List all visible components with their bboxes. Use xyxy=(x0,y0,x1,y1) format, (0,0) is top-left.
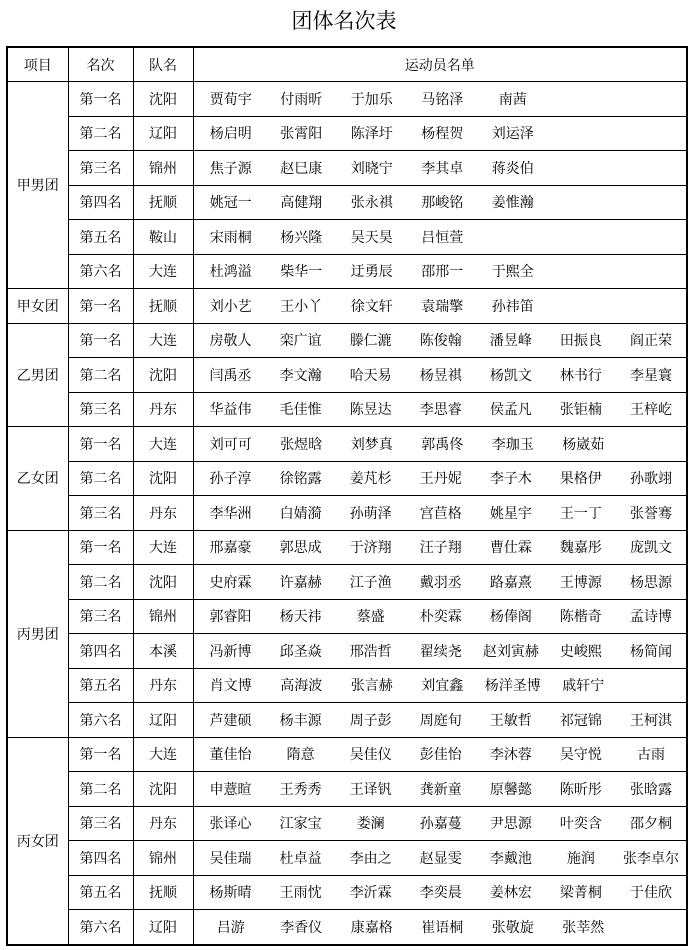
athlete-list-cell xyxy=(193,82,687,117)
table-row xyxy=(7,875,687,910)
athlete-name: 刘梦真 xyxy=(350,436,393,453)
table-row xyxy=(7,634,687,669)
athlete-name: 戚轩宁 xyxy=(562,678,605,695)
group-name: 乙男团 xyxy=(7,323,68,427)
athlete-list-cell xyxy=(193,910,687,945)
table-row xyxy=(7,289,687,324)
athlete-name: 杨斯晴 xyxy=(209,885,252,902)
athlete-name: 杨程贺 xyxy=(421,126,464,143)
team-cell: 辽阳 xyxy=(133,703,193,738)
athlete-name: 吴天昊 xyxy=(350,229,393,246)
athlete-name: 张译心 xyxy=(209,816,252,833)
athlete-name: 邱圣焱 xyxy=(279,643,322,660)
athlete-name: 刘小艺 xyxy=(209,298,252,315)
athlete-name: 赵刘寅赫 xyxy=(482,643,539,660)
athlete-name: 赵巳康 xyxy=(280,160,323,177)
rank-cell: 第二名 xyxy=(68,358,133,393)
athlete-name: 申薏暄 xyxy=(209,781,252,798)
athlete-list xyxy=(194,738,687,772)
athlete-name: 焦子源 xyxy=(209,160,252,177)
athlete-name: 王梓屹 xyxy=(630,402,672,419)
group-name: 乙女团 xyxy=(7,427,68,531)
athlete-name: 杨凯文 xyxy=(489,367,532,384)
athlete-name: 阎正荣 xyxy=(630,333,672,350)
athlete-name: 肖文博 xyxy=(209,678,252,695)
table-row xyxy=(7,737,687,772)
table-row xyxy=(7,358,687,393)
athlete-list-cell xyxy=(193,392,687,427)
athlete-list-cell xyxy=(193,185,687,220)
team-cell: 沈阳 xyxy=(133,82,193,117)
athlete-name: 古雨 xyxy=(637,747,665,764)
athlete-name: 田振良 xyxy=(559,333,602,350)
rank-cell: 第六名 xyxy=(68,910,133,945)
rank-cell: 第三名 xyxy=(68,806,133,841)
team-cell: 丹东 xyxy=(133,496,193,531)
table-row xyxy=(7,427,687,462)
athlete-name: 冯新博 xyxy=(209,643,252,660)
table-row xyxy=(7,599,687,634)
rank-cell: 第五名 xyxy=(68,668,133,703)
team-cell: 大连 xyxy=(133,737,193,772)
athlete-name: 邵夕桐 xyxy=(630,816,672,833)
rank-cell: 第三名 xyxy=(68,496,133,531)
athlete-name: 于熙全 xyxy=(491,264,534,281)
athlete-name: 孙子淳 xyxy=(209,471,252,488)
athlete-list xyxy=(194,427,687,461)
team-cell: 锦州 xyxy=(133,599,193,634)
athlete-name: 吕游 xyxy=(216,919,245,936)
rank-cell: 第三名 xyxy=(68,599,133,634)
athlete-name: 贾荀宇 xyxy=(209,91,252,108)
athlete-name: 孟诗博 xyxy=(630,609,672,626)
athlete-name: 徐铭露 xyxy=(279,471,322,488)
athlete-list-cell xyxy=(193,289,687,324)
athlete-name: 孙祎笛 xyxy=(491,298,534,315)
header-rank: 名次 xyxy=(68,47,133,82)
group-name: 甲女团 xyxy=(7,289,68,324)
athlete-name: 施润 xyxy=(566,850,595,867)
athlete-name: 滕仁漉 xyxy=(349,333,392,350)
athlete-name: 吴佳仪 xyxy=(349,747,392,764)
table-row xyxy=(7,703,687,738)
rank-cell: 第三名 xyxy=(68,392,133,427)
athlete-name: 周庭旬 xyxy=(419,712,462,729)
athlete-name: 邢嘉豪 xyxy=(209,540,252,557)
athlete-list-cell xyxy=(193,737,687,772)
athlete-name: 陈昱达 xyxy=(349,402,392,419)
athlete-name: 娄澜 xyxy=(356,816,385,833)
athlete-name: 邵邢一 xyxy=(421,264,464,281)
athlete-name: 康嘉格 xyxy=(350,919,393,936)
athlete-name: 杨天祎 xyxy=(279,609,322,626)
athlete-name: 华益伟 xyxy=(209,402,252,419)
rank-cell: 第四名 xyxy=(68,841,133,876)
athlete-list xyxy=(194,876,687,910)
rank-cell: 第二名 xyxy=(68,116,133,151)
athlete-name: 杨启明 xyxy=(209,126,252,143)
team-cell: 抚顺 xyxy=(133,289,193,324)
athlete-name: 梁菁桐 xyxy=(559,885,602,902)
athlete-name: 陈昕彤 xyxy=(559,781,602,798)
athlete-name: 南茜 xyxy=(498,91,527,108)
table-row xyxy=(7,82,687,117)
team-cell: 辽阳 xyxy=(133,910,193,945)
athlete-list xyxy=(194,186,687,220)
athlete-list-cell xyxy=(193,116,687,151)
athlete-name: 张煜晗 xyxy=(280,436,323,453)
athlete-name: 李华洲 xyxy=(209,505,252,522)
athlete-list-cell xyxy=(193,772,687,807)
team-cell: 辽阳 xyxy=(133,116,193,151)
athlete-name: 张莘然 xyxy=(562,919,605,936)
athlete-name: 李由之 xyxy=(349,850,392,867)
athlete-list xyxy=(194,807,687,841)
athlete-list xyxy=(194,358,687,392)
athlete-list xyxy=(194,634,687,668)
athlete-name: 姜林宏 xyxy=(489,885,532,902)
athlete-name: 王一丁 xyxy=(559,505,602,522)
athlete-name: 周子彭 xyxy=(349,712,392,729)
table-row xyxy=(7,151,687,186)
athlete-name: 曹仕霖 xyxy=(489,540,532,557)
athlete-list xyxy=(194,565,687,599)
team-cell: 抚顺 xyxy=(133,875,193,910)
rank-cell: 第一名 xyxy=(68,323,133,358)
athlete-name: 王秀秀 xyxy=(279,781,322,798)
athlete-name: 杜卓益 xyxy=(279,850,322,867)
table-row xyxy=(7,806,687,841)
table-row xyxy=(7,910,687,945)
athlete-list xyxy=(194,393,687,427)
athlete-name: 侯孟凡 xyxy=(489,402,532,419)
table-row xyxy=(7,530,687,565)
athlete-name: 叶奕含 xyxy=(559,816,602,833)
athlete-name: 张晗露 xyxy=(630,781,672,798)
team-cell: 沈阳 xyxy=(133,772,193,807)
rank-cell: 第四名 xyxy=(68,634,133,669)
athlete-name: 吴守悦 xyxy=(559,747,602,764)
header-roster: 运动员名单 xyxy=(193,47,687,82)
group-name: 丙女团 xyxy=(7,737,68,945)
rank-cell: 第五名 xyxy=(68,875,133,910)
athlete-name: 潘昱峰 xyxy=(489,333,532,350)
athlete-name: 杨简闻 xyxy=(630,643,672,660)
athlete-name: 王柯淇 xyxy=(630,712,672,729)
athlete-list xyxy=(194,82,687,116)
athlete-name: 史峻熙 xyxy=(559,643,602,660)
athlete-name: 吴佳瑞 xyxy=(209,850,252,867)
athlete-name: 郭思成 xyxy=(279,540,322,557)
team-cell: 大连 xyxy=(133,323,193,358)
athlete-name: 江子渔 xyxy=(349,574,392,591)
rank-cell: 第二名 xyxy=(68,461,133,496)
athlete-name: 李珈玉 xyxy=(491,436,534,453)
team-cell: 丹东 xyxy=(133,392,193,427)
athlete-list-cell xyxy=(193,427,687,462)
team-cell: 大连 xyxy=(133,530,193,565)
athlete-name: 董佳怡 xyxy=(209,747,252,764)
table-row xyxy=(7,496,687,531)
athlete-list-cell xyxy=(193,806,687,841)
team-cell: 沈阳 xyxy=(133,358,193,393)
athlete-name: 龚新童 xyxy=(419,781,462,798)
rank-cell: 第五名 xyxy=(68,220,133,255)
athlete-name: 魏嘉彤 xyxy=(559,540,602,557)
rank-cell: 第一名 xyxy=(68,427,133,462)
athlete-name: 赵显雯 xyxy=(419,850,462,867)
athlete-name: 张言赫 xyxy=(350,678,393,695)
athlete-name: 姜惟瀚 xyxy=(491,195,534,212)
athlete-list xyxy=(194,255,687,289)
athlete-list xyxy=(194,220,687,254)
page-title: 团体名次表 xyxy=(291,9,397,33)
rank-cell: 第六名 xyxy=(68,254,133,289)
athlete-name: 高海波 xyxy=(280,678,323,695)
athlete-name: 朴奕霖 xyxy=(419,609,462,626)
athlete-name: 孙萌泽 xyxy=(349,505,392,522)
athlete-name: 王丹妮 xyxy=(419,471,462,488)
athlete-list-cell xyxy=(193,220,687,255)
rank-cell: 第一名 xyxy=(68,530,133,565)
athlete-list-cell xyxy=(193,254,687,289)
athlete-name: 毛佳惟 xyxy=(279,402,322,419)
athlete-name: 付雨昕 xyxy=(280,91,323,108)
rank-cell: 第二名 xyxy=(68,772,133,807)
rank-cell: 第一名 xyxy=(68,289,133,324)
team-cell: 沈阳 xyxy=(133,565,193,600)
athlete-name: 马铭泽 xyxy=(421,91,464,108)
athlete-name: 王敏哲 xyxy=(489,712,532,729)
athlete-name: 江家宝 xyxy=(279,816,322,833)
athlete-name: 高健翔 xyxy=(280,195,323,212)
table-row xyxy=(7,185,687,220)
athlete-name: 白婧漪 xyxy=(279,505,322,522)
athlete-list-cell xyxy=(193,358,687,393)
header-group: 项目 xyxy=(7,47,68,82)
athlete-name: 姜芃杉 xyxy=(349,471,392,488)
athlete-name: 李思睿 xyxy=(419,402,462,419)
athlete-list-cell xyxy=(193,875,687,910)
athlete-list xyxy=(194,841,687,875)
athlete-name: 杨俸阁 xyxy=(489,609,532,626)
athlete-name: 李沐蓉 xyxy=(489,747,532,764)
athlete-name: 张霄阳 xyxy=(280,126,323,143)
athlete-name: 王雨忱 xyxy=(279,885,322,902)
athlete-name: 栾广谊 xyxy=(279,333,322,350)
athlete-list xyxy=(194,703,687,737)
athlete-name: 于济翔 xyxy=(349,540,392,557)
athlete-name: 王小丫 xyxy=(280,298,323,315)
table-row xyxy=(7,254,687,289)
athlete-list-cell xyxy=(193,496,687,531)
header-team: 队名 xyxy=(133,47,193,82)
athlete-name: 路嘉熹 xyxy=(489,574,532,591)
athlete-name: 吕恒萱 xyxy=(421,229,464,246)
athlete-name: 于加乐 xyxy=(350,91,393,108)
header-row xyxy=(7,47,687,82)
team-cell: 大连 xyxy=(133,254,193,289)
table-row xyxy=(7,461,687,496)
athlete-name: 李奕晨 xyxy=(419,885,462,902)
rank-cell: 第三名 xyxy=(68,151,133,186)
athlete-name: 原馨懿 xyxy=(489,781,532,798)
team-ranking-table xyxy=(6,46,688,946)
athlete-list xyxy=(194,600,687,634)
athlete-name: 杨崴茹 xyxy=(562,436,605,453)
rank-cell: 第一名 xyxy=(68,82,133,117)
table-row xyxy=(7,392,687,427)
athlete-name: 杨昱祺 xyxy=(419,367,462,384)
team-cell: 本溪 xyxy=(133,634,193,669)
athlete-name: 徐文轩 xyxy=(350,298,393,315)
athlete-name: 郭睿阳 xyxy=(209,609,252,626)
team-cell: 沈阳 xyxy=(133,461,193,496)
athlete-name: 杜鸿溢 xyxy=(209,264,252,281)
athlete-name: 宫苣格 xyxy=(419,505,462,522)
athlete-list-cell xyxy=(193,461,687,496)
team-cell: 锦州 xyxy=(133,151,193,186)
athlete-name: 李戴池 xyxy=(489,850,532,867)
athlete-name: 姚星宇 xyxy=(489,505,532,522)
team-cell: 丹东 xyxy=(133,668,193,703)
athlete-name: 孙歌翊 xyxy=(630,471,672,488)
athlete-list-cell xyxy=(193,703,687,738)
athlete-list-cell xyxy=(193,151,687,186)
athlete-name: 哈天易 xyxy=(349,367,392,384)
athlete-name: 房敬人 xyxy=(209,333,252,350)
table-row xyxy=(7,220,687,255)
athlete-name: 陈泽圩 xyxy=(350,126,393,143)
athlete-name: 李文瀚 xyxy=(279,367,322,384)
athlete-list xyxy=(194,462,687,496)
athlete-name: 刘运泽 xyxy=(491,126,534,143)
athlete-name: 李沂霖 xyxy=(349,885,392,902)
athlete-name: 尹思源 xyxy=(489,816,532,833)
athlete-name: 戴羽丞 xyxy=(419,574,462,591)
table-row xyxy=(7,841,687,876)
athlete-name: 张敬旋 xyxy=(491,919,534,936)
athlete-name: 张永祺 xyxy=(350,195,393,212)
athlete-name: 宋雨桐 xyxy=(209,229,252,246)
athlete-name: 刘晓宁 xyxy=(350,160,393,177)
athlete-list-cell xyxy=(193,323,687,358)
team-cell: 大连 xyxy=(133,427,193,462)
athlete-name: 彭佳怡 xyxy=(419,747,462,764)
athlete-name: 李香仪 xyxy=(280,919,323,936)
athlete-name: 杨兴隆 xyxy=(280,229,323,246)
athlete-name: 许嘉赫 xyxy=(279,574,322,591)
table-row xyxy=(7,565,687,600)
rank-cell: 第六名 xyxy=(68,703,133,738)
athlete-name: 王博源 xyxy=(559,574,602,591)
athlete-name: 杨思源 xyxy=(630,574,672,591)
table-row xyxy=(7,772,687,807)
rank-cell: 第二名 xyxy=(68,565,133,600)
athlete-list-cell xyxy=(193,841,687,876)
athlete-name: 李星寰 xyxy=(630,367,672,384)
athlete-name: 杨丰源 xyxy=(279,712,322,729)
athlete-name: 李子木 xyxy=(489,471,532,488)
table-row xyxy=(7,668,687,703)
athlete-list xyxy=(194,324,687,358)
athlete-list-cell xyxy=(193,530,687,565)
athlete-name: 杨洋圣博 xyxy=(484,678,541,695)
athlete-list xyxy=(194,531,687,565)
athlete-list xyxy=(194,117,687,151)
athlete-name: 崔语桐 xyxy=(421,919,464,936)
athlete-list-cell xyxy=(193,668,687,703)
athlete-name: 张誉骞 xyxy=(630,505,672,522)
athlete-name: 柴华一 xyxy=(280,264,323,281)
rank-cell: 第四名 xyxy=(68,185,133,220)
athlete-name: 隋意 xyxy=(286,747,315,764)
group-name: 甲男团 xyxy=(7,82,68,289)
athlete-name: 李其卓 xyxy=(421,160,464,177)
athlete-name: 庞凯文 xyxy=(630,540,672,557)
athlete-name: 那峻铭 xyxy=(421,195,464,212)
athlete-name: 孙嘉蔓 xyxy=(419,816,462,833)
team-cell: 锦州 xyxy=(133,841,193,876)
table-row xyxy=(7,116,687,151)
athlete-list-cell xyxy=(193,599,687,634)
athlete-name: 芦建硕 xyxy=(209,712,252,729)
table-row xyxy=(7,323,687,358)
athlete-list xyxy=(194,669,687,703)
team-cell: 丹东 xyxy=(133,806,193,841)
team-cell: 抚顺 xyxy=(133,185,193,220)
athlete-name: 史府霖 xyxy=(209,574,252,591)
athlete-name: 迂勇辰 xyxy=(350,264,393,281)
group-name: 丙男团 xyxy=(7,530,68,737)
athlete-name: 果格伊 xyxy=(559,471,602,488)
athlete-name: 陈楷奇 xyxy=(559,609,602,626)
athlete-name: 郭禹佟 xyxy=(421,436,464,453)
athlete-name: 袁瑞擎 xyxy=(421,298,464,315)
athlete-name: 刘宜鑫 xyxy=(421,678,464,695)
athlete-name: 翟续尧 xyxy=(419,643,462,660)
athlete-name: 于佳欣 xyxy=(630,885,672,902)
athlete-list-cell xyxy=(193,634,687,669)
athlete-name: 邢浩哲 xyxy=(349,643,392,660)
athlete-name: 林书行 xyxy=(559,367,602,384)
athlete-name: 汪子翔 xyxy=(419,540,462,557)
roster-body xyxy=(7,82,687,945)
athlete-name: 陈俊翰 xyxy=(419,333,462,350)
athlete-name: 祁冠锦 xyxy=(559,712,602,729)
athlete-name: 刘可可 xyxy=(209,436,252,453)
athlete-name: 闫禹丞 xyxy=(209,367,252,384)
athlete-list xyxy=(194,496,687,530)
athlete-list-cell xyxy=(193,565,687,600)
athlete-name: 王译钒 xyxy=(349,781,392,798)
athlete-name: 张李卓尔 xyxy=(623,850,679,867)
rank-cell: 第一名 xyxy=(68,737,133,772)
athlete-name: 蔡盛 xyxy=(356,609,385,626)
team-cell: 鞍山 xyxy=(133,220,193,255)
athlete-name: 张钜楠 xyxy=(559,402,602,419)
athlete-list xyxy=(194,289,687,323)
athlete-list xyxy=(194,151,687,185)
athlete-name: 蒋炎伯 xyxy=(491,160,534,177)
athlete-list xyxy=(194,772,687,806)
athlete-name: 姚冠一 xyxy=(209,195,252,212)
athlete-list xyxy=(194,910,687,944)
